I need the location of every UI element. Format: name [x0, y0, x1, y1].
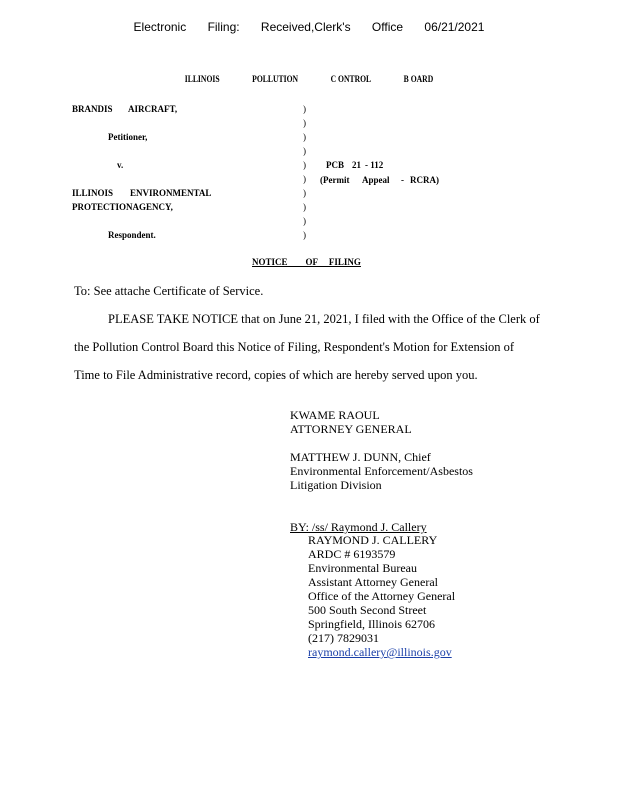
stamp-office: Office: [371, 20, 404, 34]
caption-parentheses: ) ) ) ) ) ) ) ) ) ): [303, 104, 306, 240]
chief-division-line-1: Environmental Enforcement/Asbestos: [290, 464, 473, 478]
signature-by-line: BY: /ss/ Raymond J. Callery: [290, 520, 427, 534]
petitioner-name-1: BRANDIS: [72, 104, 113, 114]
attorney-name: RAYMOND J. CALLERY: [308, 533, 438, 547]
filing-stamp: [0, 20, 618, 34]
permit-word-1: (Permit: [320, 175, 350, 185]
attorney-title: Assistant Attorney General: [308, 575, 438, 589]
ardc-number: ARDC # 6193579: [308, 547, 396, 561]
respondent-name-1: ILLINOIS: [72, 188, 114, 198]
stamp-date: 06/21/2021: [424, 20, 485, 34]
stamp-received: Received,Clerk's: [260, 20, 351, 34]
permit-word-4: RCRA): [410, 175, 439, 185]
notice-of-filing-title: NOTICE OF FILING: [252, 257, 361, 267]
respondent-name-3: PROTECTIONAGENCY,: [72, 202, 173, 212]
versus: v.: [117, 160, 124, 170]
email-link[interactable]: raymond.callery@illinois.gov: [308, 645, 452, 659]
attorney-general-block: [290, 408, 412, 436]
case-number-1: 21: [352, 160, 361, 170]
street-address: 500 South Second Street: [308, 603, 427, 617]
office-name: Office of the Attorney General: [308, 589, 456, 603]
chief-block: [290, 450, 473, 492]
respondent-label: Respondent.: [108, 230, 156, 240]
body-paragraph-line-2: the Pollution Control Board this Notice of Filing, Respondent's Motion for Extension of: [74, 340, 515, 354]
bureau: Environmental Bureau: [308, 561, 417, 575]
board-word-4: B OARD: [403, 74, 434, 84]
ag-title: ATTORNEY GENERAL: [290, 422, 412, 436]
board-word-1: ILLINOIS: [184, 74, 220, 84]
board-word-3: C ONTROL: [330, 74, 372, 84]
petitioner-name-2: AIRCRAFT,: [128, 104, 178, 114]
chief-division-line-2: Litigation Division: [290, 478, 382, 492]
stamp-filing: Filing:: [207, 20, 240, 34]
ag-name: KWAME RAOUL: [290, 408, 380, 422]
to-line: To: See attache Certificate of Service.: [74, 284, 264, 298]
petitioner-label: Petitioner,: [108, 132, 148, 142]
permit-word-2: Appeal: [362, 175, 390, 185]
case-number-2: - 112: [365, 160, 384, 170]
chief-name: MATTHEW J. DUNN, Chief: [290, 450, 431, 464]
city-address: Springfield, Illinois 62706: [308, 617, 435, 631]
phone-number: (217) 7829031: [308, 631, 379, 645]
respondent-name-2: ENVIRONMENTAL: [130, 188, 212, 198]
body-paragraph-line-1: PLEASE TAKE NOTICE that on June 21, 2021, I filed with the Office of the Clerk of: [108, 312, 540, 326]
case-pcb: PCB: [326, 160, 344, 170]
stamp-electronic: Electronic: [133, 20, 187, 34]
board-word-2: POLLUTION: [252, 74, 299, 84]
permit-word-3: -: [401, 175, 404, 185]
board-title: [46, 74, 571, 84]
attorney-contact-block: [308, 533, 455, 659]
body-paragraph-line-3: Time to File Administrative record, copies of which are hereby served upon you.: [74, 368, 478, 382]
